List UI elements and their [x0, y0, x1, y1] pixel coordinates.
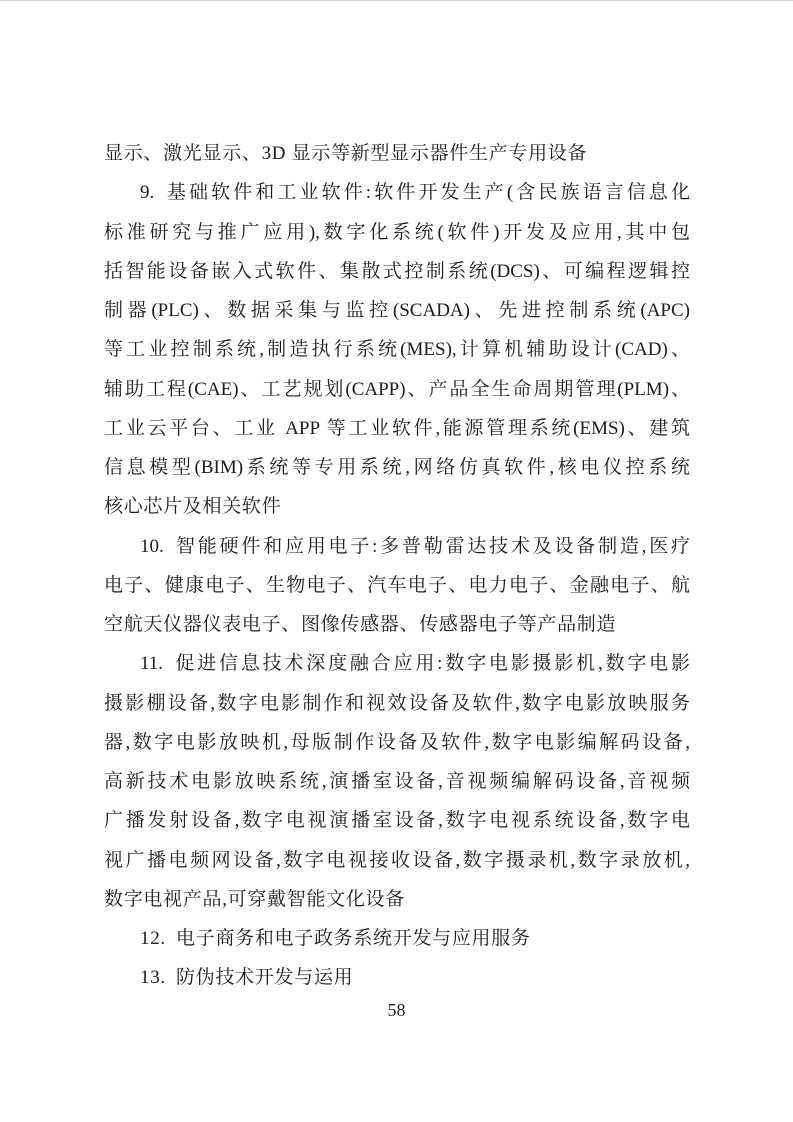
doc-line: 工业云平台、工业 APP 等工业软件,能源管理系统(EMS)、建筑	[104, 417, 690, 439]
doc-line: 数字电视产品,可穿戴智能文化设备	[104, 888, 405, 910]
doc-line: 13. 防伪技术开发与运用	[140, 967, 354, 989]
doc-line: 括智能设备嵌入式软件、集散式控制系统(DCS)、可编程逻辑控	[104, 260, 690, 282]
doc-line: 广播发射设备,数字电视演播室设备,数字电视系统设备,数字电	[104, 810, 690, 832]
doc-line: 制器(PLC)、数据采集与监控(SCADA)、先进控制系统(APC)	[104, 300, 690, 321]
doc-line: 电子、健康电子、生物电子、汽车电子、电力电子、金融电子、航	[104, 574, 690, 596]
doc-line: 10. 智能硬件和应用电子:多普勒雷达技术及设备制造,医疗	[140, 535, 690, 557]
doc-line: 信息模型(BIM)系统等专用系统,网络仿真软件,核电仪控系统	[104, 457, 690, 478]
doc-line: 等工业控制系统,制造执行系统(MES),计算机辅助设计(CAD)、	[104, 339, 690, 361]
page-number: 58	[387, 1000, 406, 1020]
document-text-block	[104, 134, 690, 998]
doc-line: 高新技术电影放映系统,演播室设备,音视频编解码设备,音视频	[104, 771, 690, 792]
doc-line: 显示、激光显示、3D 显示等新型显示器件生产专用设备	[104, 143, 588, 164]
doc-line: 空航天仪器仪表电子、图像传感器、传感器电子等产品制造	[104, 614, 617, 635]
doc-line: 9. 基础软件和工业软件:软件开发生产(含民族语言信息化	[140, 182, 690, 204]
doc-line: 器,数字电影放映机,母版制作设备及软件,数字电影编解码设备,	[104, 731, 690, 753]
doc-line: 核心芯片及相关软件	[104, 496, 282, 518]
doc-line: 12. 电子商务和电子政务系统开发与应用服务	[140, 928, 531, 949]
doc-line: 标准研究与推广应用),数字化系统(软件)开发及应用,其中包	[104, 221, 690, 243]
doc-line: 视广播电频网设备,数字电视接收设备,数字摄录机,数字录放机,	[104, 849, 690, 871]
doc-line: 摄影棚设备,数字电影制作和视效设备及软件,数字电影放映服务	[104, 692, 690, 714]
doc-line: 11. 促进信息技术深度融合应用:数字电影摄影机,数字电影	[140, 653, 690, 675]
scan-edge-artifact	[0, 0, 793, 1]
doc-line: 辅助工程(CAE)、工艺规划(CAPP)、产品全生命周期管理(PLM)、	[104, 378, 690, 400]
